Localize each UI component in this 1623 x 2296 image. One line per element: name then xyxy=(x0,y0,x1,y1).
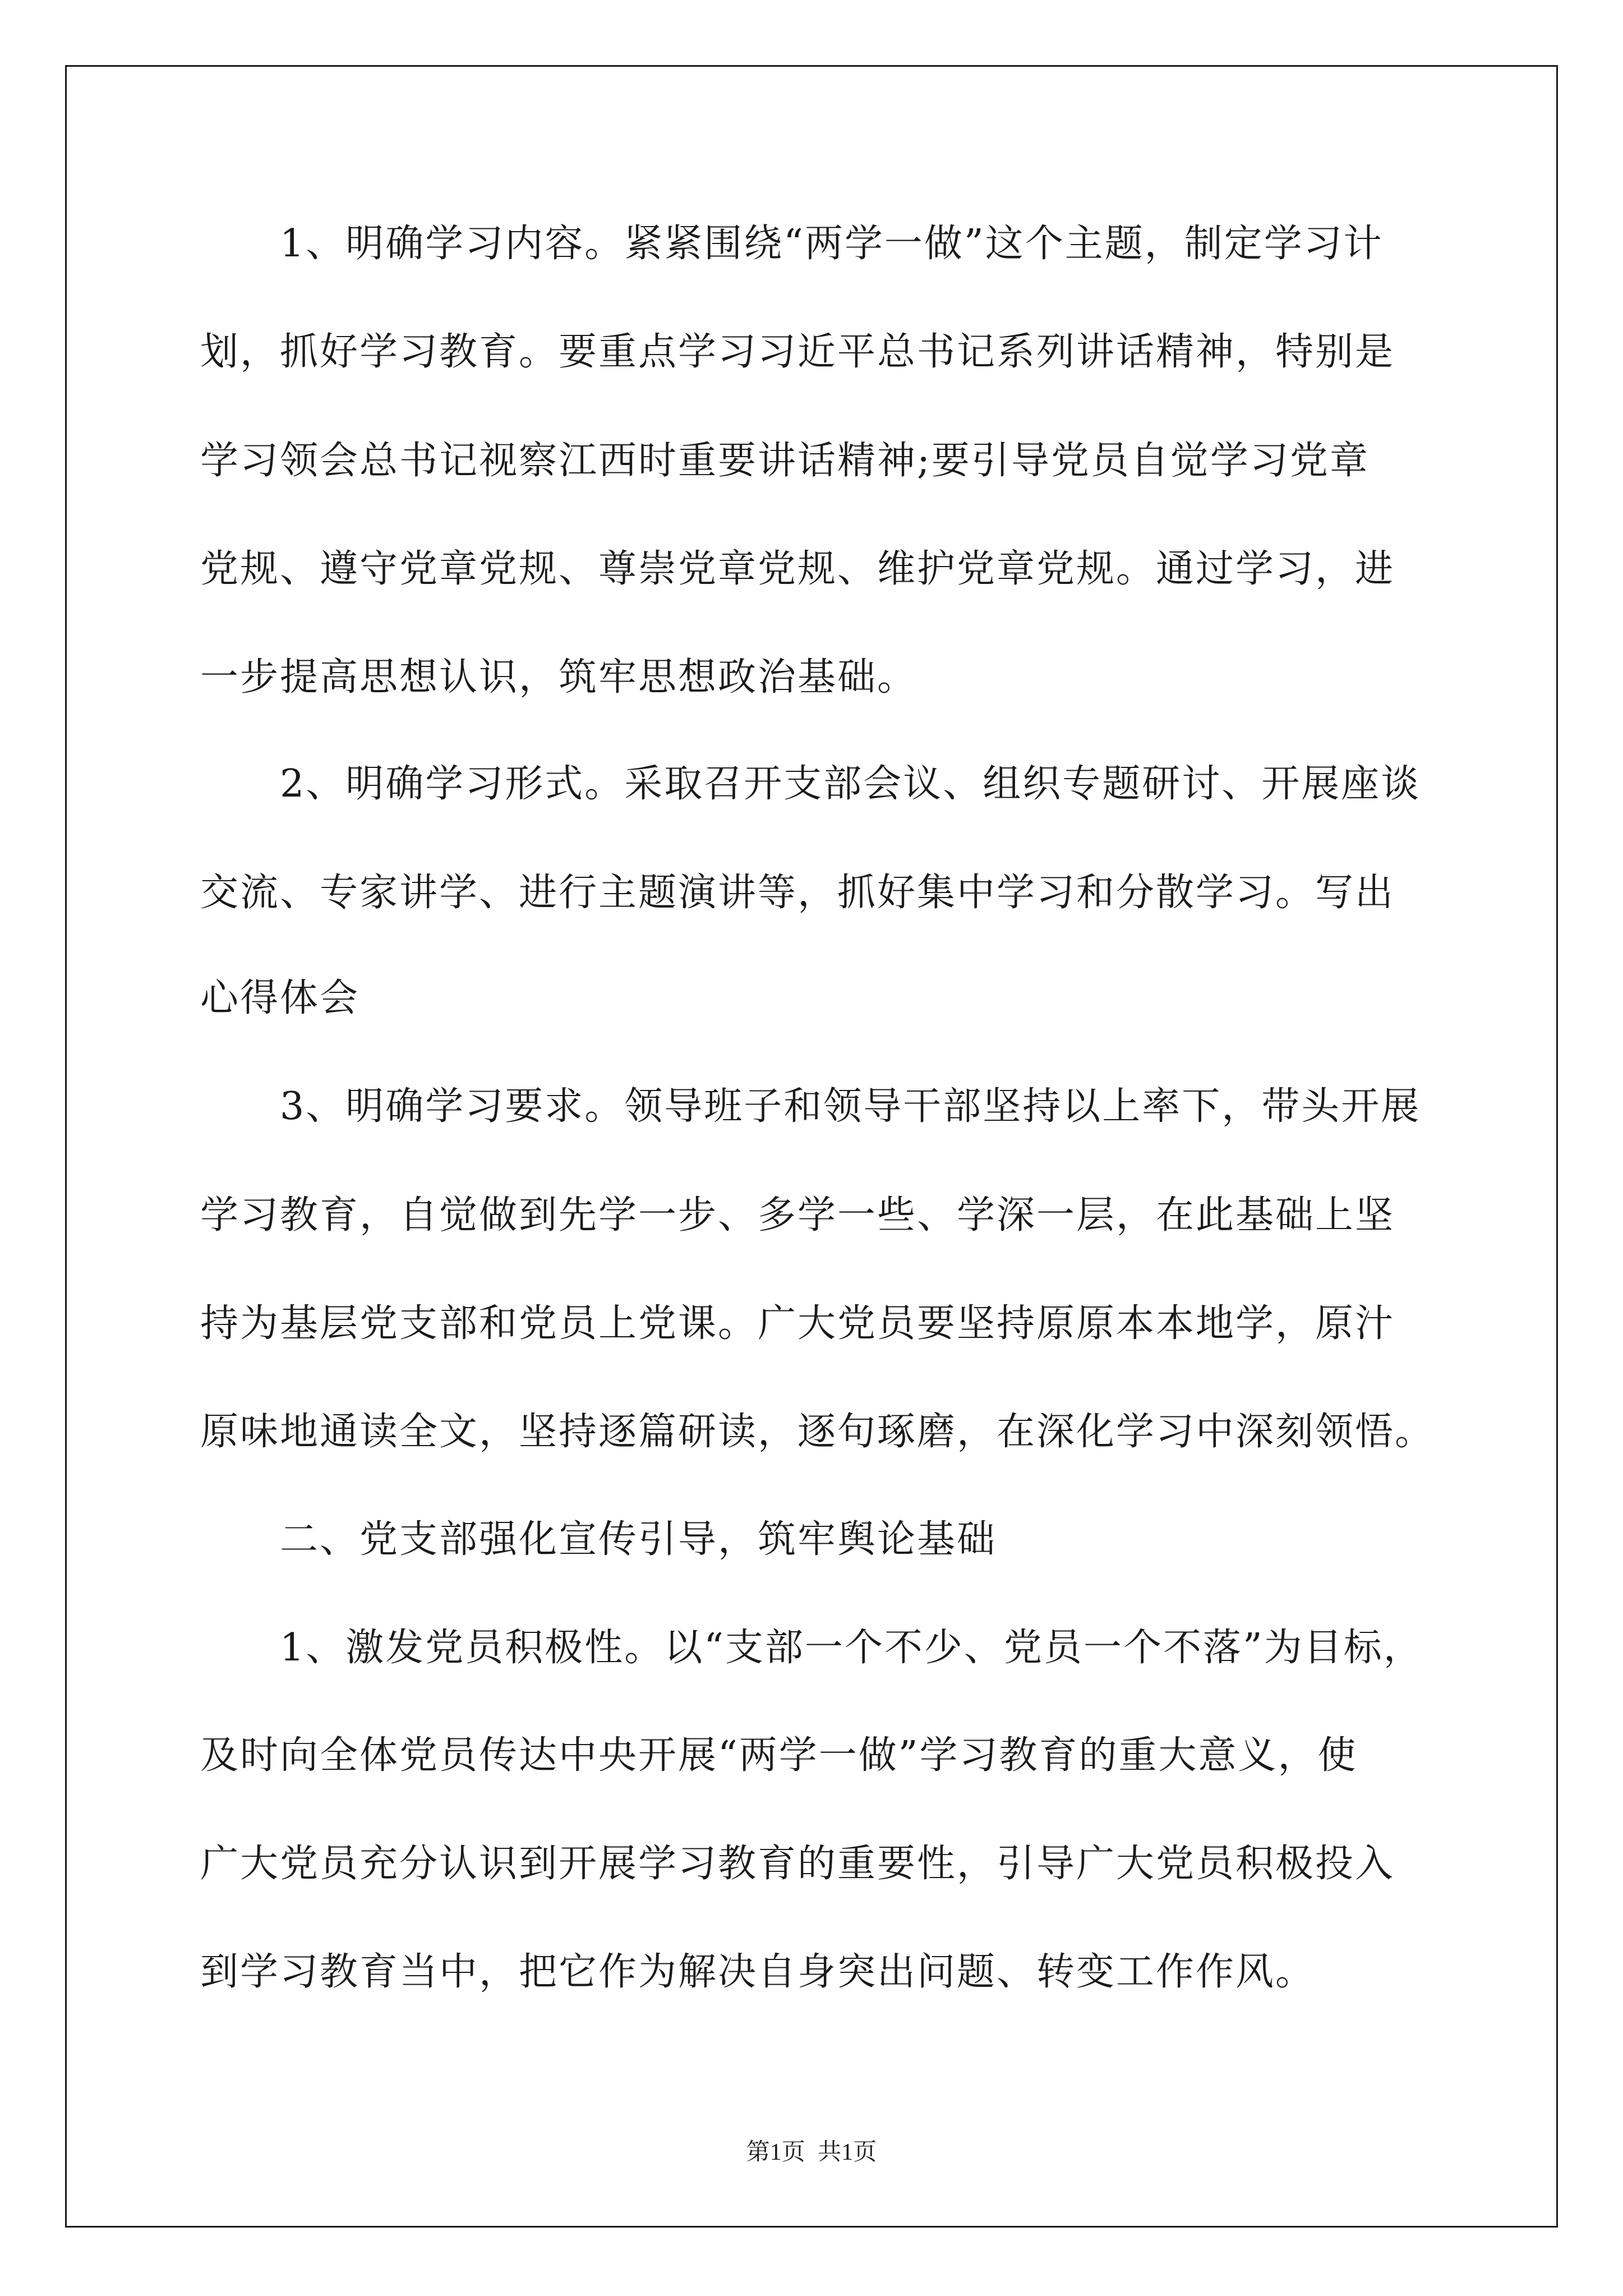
text-line: 广大党员充分认识到开展学习教育的重要性，引导广大党员积极投入 xyxy=(200,1842,1395,1886)
text-line: 交流、专家讲学、进行主题演讲等，抓好集中学习和分散学习。写出 xyxy=(200,871,1395,915)
text-line: 原味地通读全文，坚持逐篇研读，逐句琢磨，在深化学习中深刻领悟。 xyxy=(200,1410,1435,1454)
text-line: 划，抓好学习教育。要重点学习习近平总书记系列讲话精神，特别是 xyxy=(200,330,1395,374)
page-number: 第1页 xyxy=(746,2139,805,2165)
text-line: 学习领会总书记视察江西时重要讲话精神;要引导党员自觉学习党章 xyxy=(200,439,1370,483)
text-line: 学习教育，自觉做到先学一步、多学一些、学深一层，在此基础上坚 xyxy=(200,1193,1395,1237)
text-line: 及时向全体党员传达中央开展“两学一做”学习教育的重大意义，使 xyxy=(200,1733,1358,1778)
text-line: 1、激发党员积极性。以“支部一个不少、党员一个不落”为目标， xyxy=(200,1626,1423,1670)
text-line: 心得体会 xyxy=(200,976,360,1020)
text-line: 3、明确学习要求。领导班子和领导干部坚持以上率下，带头开展 xyxy=(200,1084,1421,1129)
text-line: 2、明确学习形式。采取召开支部会议、组织专题研讨、开展座谈 xyxy=(200,762,1421,806)
text-line: 持为基层党支部和党员上党课。广大党员要坚持原原本本地学，原汁 xyxy=(200,1301,1395,1346)
text-line: 一步提高思想认识，筑牢思想政治基础。 xyxy=(200,655,917,700)
text-line: 1、明确学习内容。紧紧围绕“两学一做”这个主题，制定学习计 xyxy=(200,222,1384,266)
text-line: 党规、遵守党章党规、尊崇党章党规、维护党章党规。通过学习，进 xyxy=(200,547,1395,591)
text-line: 到学习教育当中，把它作为解决自身突出问题、转变工作作风。 xyxy=(200,1950,1316,1994)
section-heading: 二、党支部强化宣传引导，筑牢舆论基础 xyxy=(200,1517,997,1562)
page-border xyxy=(65,65,1558,2228)
page-total: 共1页 xyxy=(818,2139,877,2165)
page-footer xyxy=(0,2138,1623,2166)
